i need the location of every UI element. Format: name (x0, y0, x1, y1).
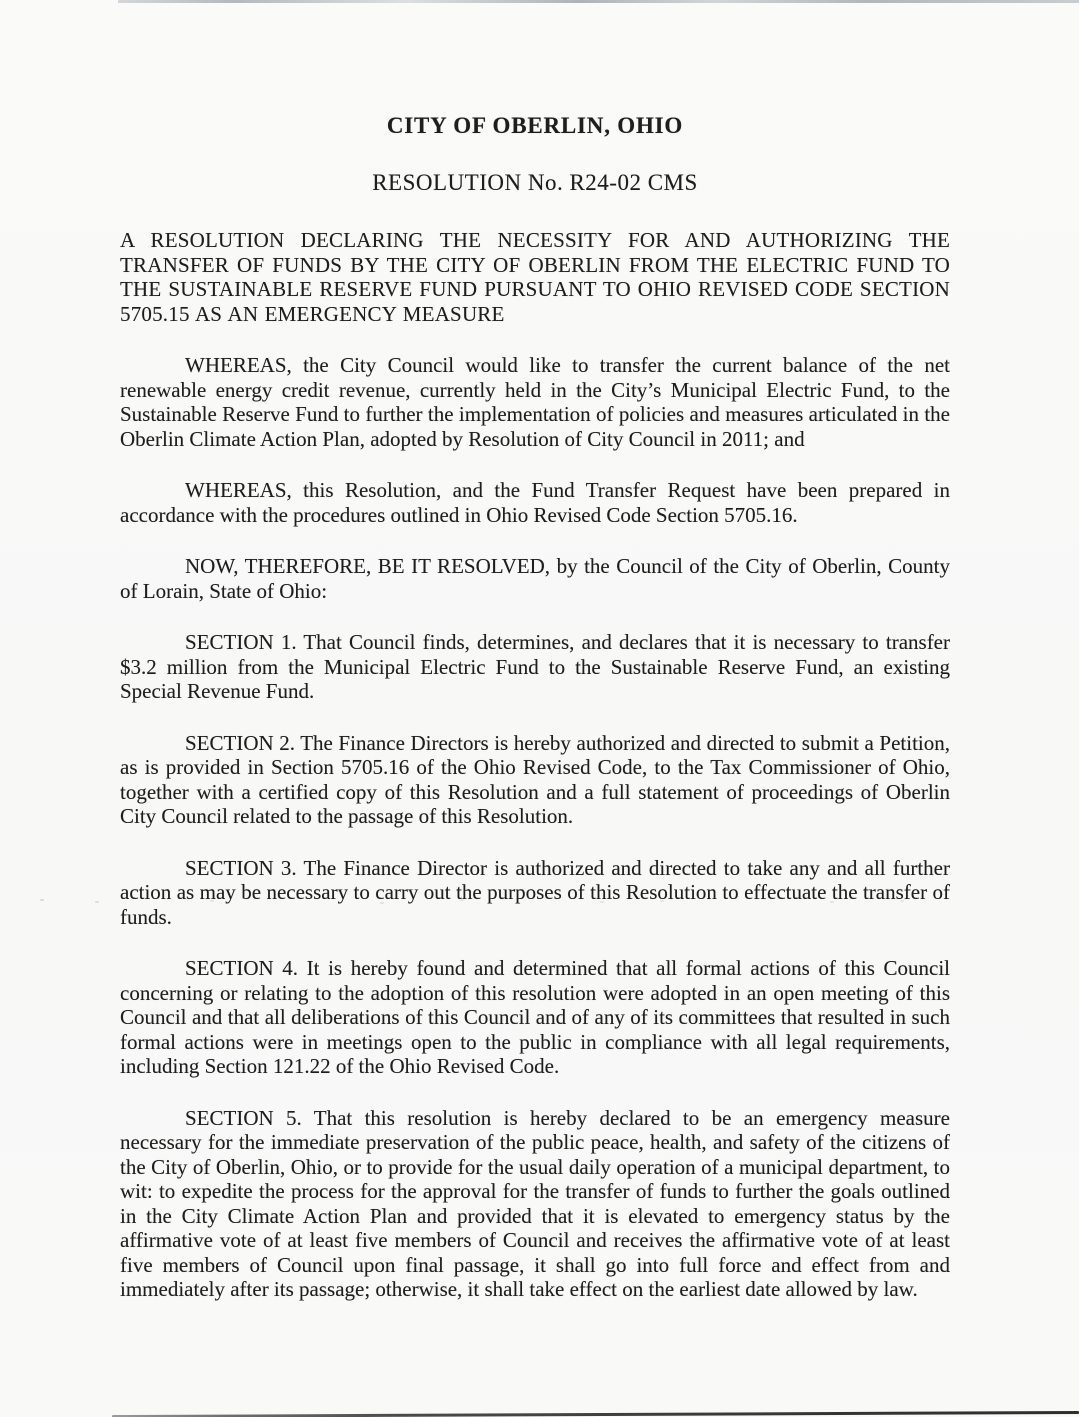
paragraph-whereas-1: WHEREAS, the City Council would like to transfer the current balance of the net renewable energy credit revenue, currently held in the City’s Municipal Electric Fund, to the Sustainable Reserve Fund to further the implementation of policies and measures articulated in the Oberlin Climate Action Plan, adopted by Resolution of City Council in 2011; and (120, 353, 950, 451)
paragraph-section-5: SECTION 5. That this resolution is hereby declared to be an emergency measure necessary for the immediate preservation of the public peace, health, and safety of the citizens of the City of Oberlin, Ohio, or to provide for the usual daily operation of a municipal department, to wit: to expedite the process for the approval for the transfer of funds to further the goals outlined in the City Climate Action Plan and provided that it is elevated to emergency status by the affirmative vote of at least five members of Council and receives the affirmative vote of at least five members of Council upon final passage, it shall go into full force and effect from and immediately after its passage; otherwise, it shall take effect on the earliest date allowed by law. (120, 1105, 950, 1301)
paragraph-section-4: SECTION 4. It is hereby found and determined that all formal actions of this Council concerning or relating to the adoption of this resolution were adopted in an open meeting of this Council and that all deliberations of this Council and of any of its committees that resulted in such formal actions were in meetings open to the public in compliance with all legal requirements, including Section 121.22 of the Ohio Revised Code. (120, 956, 950, 1078)
paragraph-section-2: SECTION 2. The Finance Directors is hereby authorized and directed to submit a Petition, as is provided in Section 5705.16 of the Ohio Revised Code, to the Tax Commissioner of Ohio, together with a certified copy of this Resolution and a full statement of proceedings of Oberlin City Council related to the passage of this Resolution. (120, 730, 950, 828)
scan-edge-bottom-artifact (112, 1411, 1079, 1417)
paragraph-section-1: SECTION 1. That Council finds, determines, and declares that it is necessary to transfer $3.2 million from the Municipal Electric Fund to the Sustainable Reserve Fund, an existing Special Revenue Fund. (120, 630, 950, 703)
scan-noise-specks (40, 899, 44, 901)
resolution-number: RESOLUTION No. R24-02 CMS (372, 170, 698, 195)
paragraph-now-therefore: NOW, THEREFORE, BE IT RESOLVED, by the Council of the City of Oberlin, County of Lorain, State of Ohio: (120, 554, 950, 603)
paragraph-whereas-2: WHEREAS, this Resolution, and the Fund Transfer Request have been prepared in accordance with the procedures outlined in Ohio Revised Code Section 5705.16. (120, 478, 950, 527)
document-body (120, 0, 950, 1302)
document-title: CITY OF OBERLIN, OHIO (386, 113, 684, 138)
paragraph-section-3: SECTION 3. The Finance Director is authorized and directed to take any and all further action as may be necessary to carry out the purposes of this Resolution to effectuate the transfer of funds. (120, 855, 950, 929)
resolution-caption: A RESOLUTION DECLARING THE NECESSITY FOR AND AUTHORIZING THE TRANSFER OF FUNDS BY THE CITY OF OBERLIN FROM THE ELECTRIC FUND TO THE SUSTAINABLE RESERVE FUND PURSUANT TO OHIO REVISED CODE SECTION 5705.15 AS AN EMERGENCY MEASURE (120, 228, 950, 326)
